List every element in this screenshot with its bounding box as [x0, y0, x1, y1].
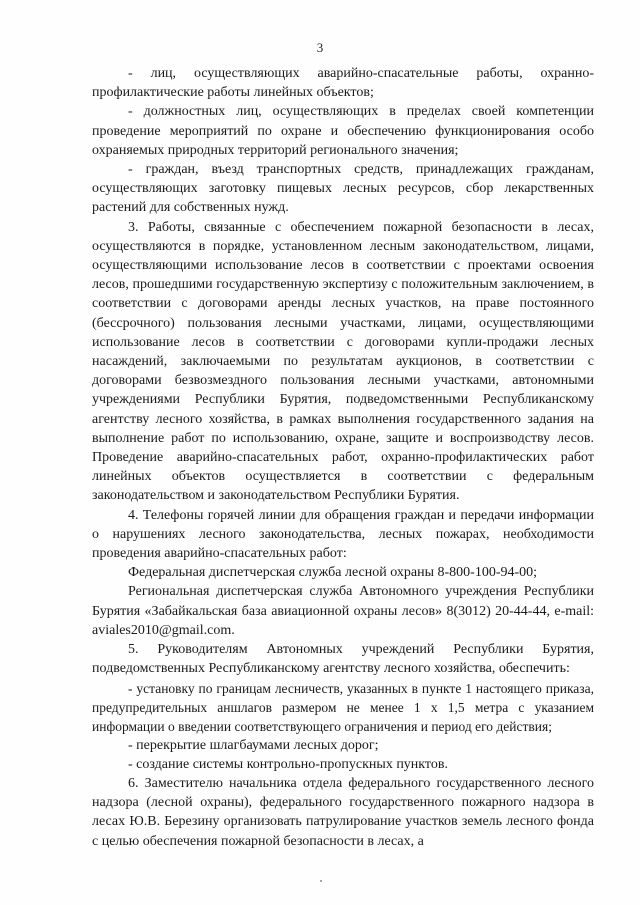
paragraph-bullet-checkpoints: - создание системы контрольно-пропускных пунктов. — [128, 756, 448, 772]
paragraph-regional-hotline: Региональная диспетчерская служба Автономного учреждения Республики Бурятия «Забайкальская база авиационной охраны лесов» 8(3012) 20-44-44, e-mail: aviales2010@gmail.com. — [92, 584, 594, 638]
paragraph-item-4: 4. Телефоны горячей линии для обращения граждан и передачи информации о нарушениях лесного законодательства, лесных пожарах, необходимости проведения аварийно-спасательных работ: — [92, 507, 594, 562]
paragraph-bullet-citizens: - граждан, въезд транспортных средств, принадлежащих гражданам, осуществляющих заготовку пищевых лесных ресурсов, сбор лекарственных растений для собственных нужд. — [92, 162, 594, 216]
scan-speck — [320, 880, 322, 882]
paragraph-bullet-barriers: - перекрытие шлагбаумами лесных дорог; — [128, 737, 379, 753]
document-body — [92, 64, 594, 851]
paragraph-federal-hotline: Федеральная диспетчерская служба лесной охраны 8-800-100-94-00; — [128, 565, 538, 581]
paragraph-item-3: 3. Работы, связанные с обеспечением пожарной безопасности в лесах, осуществляются в порядке, установленном лесным законодательством, лицами, осуществляющими использование лесов в соответствии с проектами освоения лесов, прошедшими государственную экспертизу с положительным заключением, в соответствии с договорами аренды лесных участков, на праве постоянного (бессрочного) пользования лесными участками, лицами, осуществляющими использование лесов в соответствии с договорами купли-продажи лесных насаждений, заключаемыми по результатам аукционов, в соответствии с договорами безвозмездного пользования лесными участками, автономными учреждениями Республики Бурятия, подведомственными Республиканскому агентству лесного хозяйства, в рамках выполнения государственного задания на выполнение работ по использованию, охране, защите и воспроизводству лесов. Проведение аварийно-спасательных работ, охранно-профилактических работ линейных объектов осуществляется в соответствии с федеральным законодательством и законодательством Республики Бурятия. — [92, 219, 594, 504]
paragraph-item-5: 5. Руководителям Автономных учреждений Республики Бурятия, подведомственных Республиканскому агентству лесного хозяйства, обеспечить: — [92, 642, 594, 677]
paragraph-bullet-emergency-workers: - лиц, осуществляющих аварийно-спасательные работы, охранно-профилактические работы линейных объектов; — [92, 66, 594, 101]
paragraph-bullet-signs: - установку по границам лесничеств, указанных в пункте 1 настоящего приказа, предупредительных аншлагов размером не менее 1 х 1,5 метра с указанием информации о введении соответствующего ограничения и период его действия; — [92, 680, 594, 734]
page-number: 3 — [316, 40, 324, 55]
paragraph-item-6: 6. Заместителю начальника отдела федерального государственного лесного надзора (лесной охраны), федерального государственного пожарного надзора в лесах Ю.В. Березину организовать патрулирование участков земель лесного фонда с целью обеспечения пожарной безопасности в лесах, а — [92, 775, 594, 849]
paragraph-bullet-officials: - должностных лиц, осуществляющих в пределах своей компетенции проведение мероприятий по охране и обеспечению функционирования особо охраняемых природных территорий регионального значения; — [92, 104, 594, 158]
